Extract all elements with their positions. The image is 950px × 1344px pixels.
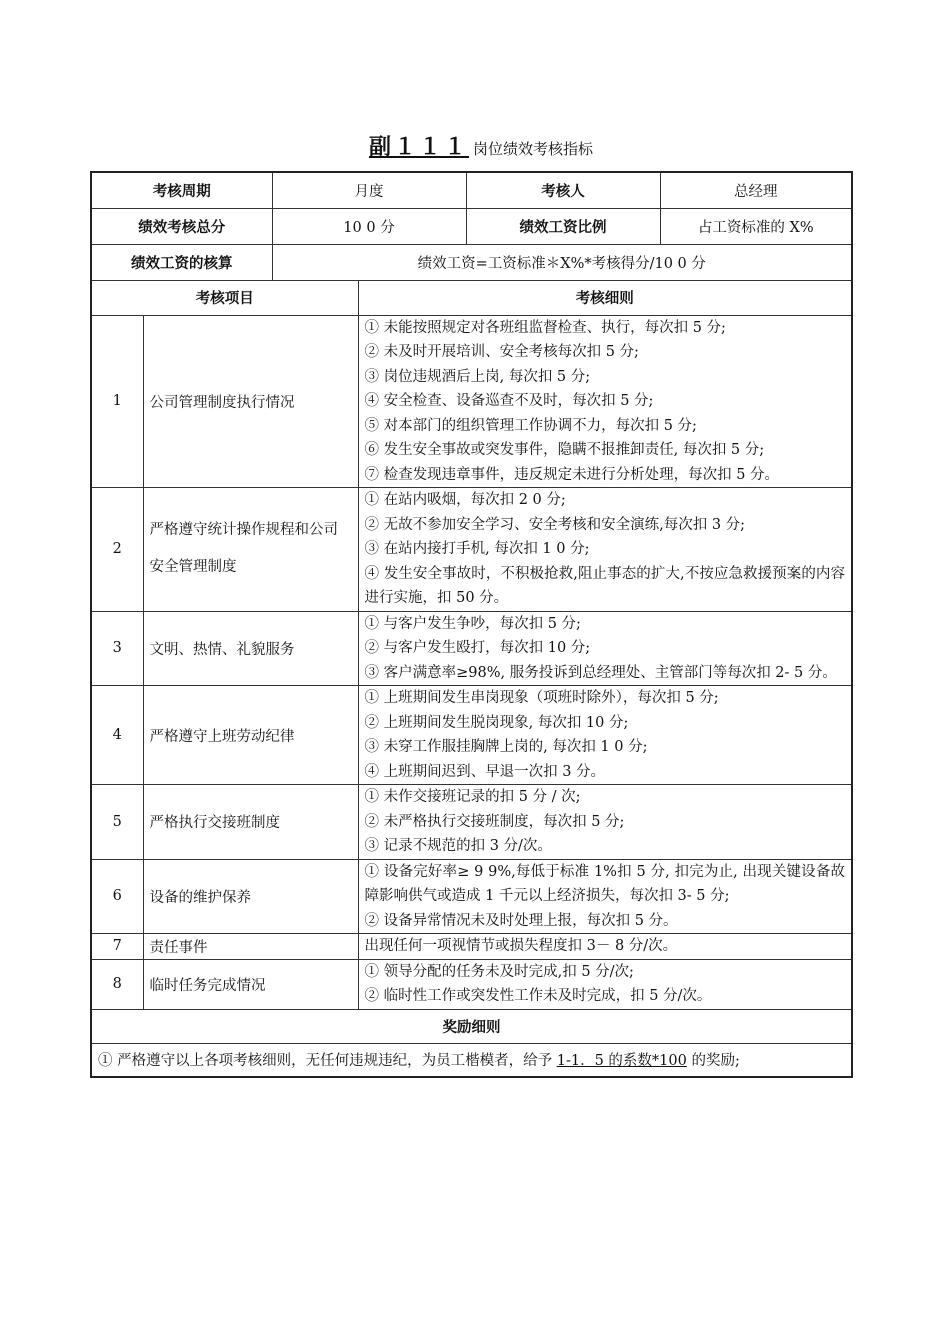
item-number: 6 (91, 859, 143, 934)
table-row (91, 959, 852, 1009)
item-column-header: 考核项目 (91, 280, 358, 315)
detail-line: ② 设备异常情况未及时处理上报，每次扣 5 分。 (364, 912, 678, 929)
item-details (358, 934, 852, 960)
item-number: 4 (91, 686, 143, 785)
detail-line: ① 在站内吸烟，每次扣 2 0 分; (364, 492, 566, 508)
detail-line: ① 未作交接班记录的扣 5 分 / 次; (364, 789, 581, 805)
item-name: 严格遵守上班劳动纪律 (143, 686, 358, 785)
item-name: 设备的维护保养 (143, 859, 358, 934)
item-details (358, 785, 852, 860)
document-title (0, 133, 950, 163)
item-number: 2 (91, 488, 143, 612)
title-text: 岗位绩效考核指标 (473, 140, 594, 158)
item-number: 8 (91, 959, 143, 1009)
item-details (358, 959, 852, 1009)
detail-line: ② 上班期间发生脱岗现象, 每次扣 10 分; (364, 714, 629, 731)
detail-line: ③ 未穿工作服挂胸牌上岗的, 每次扣 1 0 分; (364, 739, 648, 755)
detail-line: ① 上班期间发生串岗现象（项班时除外），每次扣 5 分; (364, 690, 719, 706)
item-details (358, 315, 852, 488)
item-number: 5 (91, 785, 143, 860)
item-number: 3 (91, 611, 143, 686)
detail-line: ④ 上班期间迟到、早退一次扣 3 分。 (364, 763, 606, 780)
assessor-label: 考核人 (466, 172, 660, 208)
title-code: 副１１１ (368, 134, 469, 160)
assessor-value: 总经理 (660, 172, 852, 208)
detail-line: ① 未能按照规定对各班组监督检查、执行，每次扣 5 分; (364, 319, 726, 336)
detail-line: ⑥ 发生安全事故或突发事件，隐瞒不报推卸责任, 每次扣 5 分; (364, 442, 765, 458)
table-row (91, 315, 852, 488)
table-row (91, 611, 852, 686)
detail-line: 出现任何一项视情节或损失程度扣 3－ 8 分/次。 (364, 938, 678, 954)
ratio-label: 绩效工资比例 (466, 208, 660, 244)
item-number: 7 (91, 934, 143, 960)
detail-line: ① 与客户发生争吵，每次扣 5 分; (364, 615, 581, 632)
detail-line: ③ 记录不规范的扣 3 分/次。 (364, 838, 552, 854)
period-label: 考核周期 (91, 172, 272, 208)
item-name: 临时任务完成情况 (143, 959, 358, 1009)
reward-text-before: ① 严格遵守以上各项考核细则，无任何违规违纪，为员工楷模者，给予 (98, 1053, 557, 1070)
detail-line: ② 未及时开展培训、安全考核每次扣 5 分; (364, 344, 639, 360)
reward-row (91, 1043, 852, 1077)
detail-line: ② 临时性工作或突发性工作未及时完成，扣 5 分/次。 (364, 988, 712, 1004)
total-label: 绩效考核总分 (91, 208, 272, 244)
item-details (358, 488, 852, 612)
period-value: 月度 (272, 172, 466, 208)
detail-line: ⑦ 检查发现违章事件，违反规定未进行分析处理，每次扣 5 分。 (364, 466, 780, 483)
header-row-total (91, 208, 852, 244)
detail-line: ④ 发生安全事故时，不积极抢救,阻止事态的扩大,不按应急救援预案的内容进行实施，扣 50 分。 (364, 565, 845, 606)
table-row (91, 785, 852, 860)
detail-line: ③ 岗位违规酒后上岗, 每次扣 5 分; (364, 368, 591, 385)
item-details (358, 611, 852, 686)
header-row-calc (91, 244, 852, 280)
detail-line: ③ 客户满意率≥98%, 服务投诉到总经理处、主管部门等每次扣 2- 5 分。 (364, 664, 837, 681)
item-details (358, 859, 852, 934)
detail-line: ① 设备完好率≥ 9 9%,每低于标准 1%扣 5 分, 扣完为止, 出现关键设备故障影响供气或造成 1 千元以上经济损失，每次扣 3- 5 分; (364, 863, 845, 904)
header-row-period (91, 172, 852, 208)
detail-line: ④ 安全检查、设备巡查不及时，每次扣 5 分; (364, 393, 654, 409)
item-name: 严格遵守统计操作规程和公司安全管理制度 (143, 488, 358, 612)
calc-label: 绩效工资的核算 (91, 244, 272, 280)
detail-line: ② 未严格执行交接班制度，每次扣 5 分; (364, 813, 625, 830)
item-name: 文明、热情、礼貌服务 (143, 611, 358, 686)
reward-heading: 奖励细则 (91, 1009, 852, 1043)
column-header-row (91, 280, 852, 315)
detail-line: ⑤ 对本部门的组织管理工作协调不力，每次扣 5 分; (364, 417, 697, 434)
detail-line: ② 与客户发生殴打，每次扣 10 分; (364, 640, 591, 656)
total-value: 10 0 分 (272, 208, 466, 244)
calc-value: 绩效工资=工资标准＊X%*考核得分/10 0 分 (272, 244, 852, 280)
reward-heading-row (91, 1009, 852, 1043)
detail-column-header: 考核细则 (358, 280, 852, 315)
item-name: 责任事件 (143, 934, 358, 960)
item-details (358, 686, 852, 785)
reward-text-underlined: 1-1．5 的系数*100 (556, 1053, 687, 1070)
assessment-table (90, 171, 853, 1078)
table-row (91, 488, 852, 612)
ratio-value: 占工资标准的 X% (660, 208, 852, 244)
reward-text (91, 1043, 852, 1077)
item-name: 公司管理制度执行情况 (143, 315, 358, 488)
table-row (91, 934, 852, 960)
reward-text-after: 的奖励; (686, 1053, 740, 1070)
table-row (91, 859, 852, 934)
detail-line: ③ 在站内接打手机, 每次扣 1 0 分; (364, 541, 590, 557)
item-number: 1 (91, 315, 143, 488)
table-row (91, 686, 852, 785)
detail-line: ② 无故不参加安全学习、安全考核和安全演练,每次扣 3 分; (364, 516, 746, 533)
item-name: 严格执行交接班制度 (143, 785, 358, 860)
detail-line: ① 领导分配的任务未及时完成,扣 5 分/次; (364, 963, 634, 980)
